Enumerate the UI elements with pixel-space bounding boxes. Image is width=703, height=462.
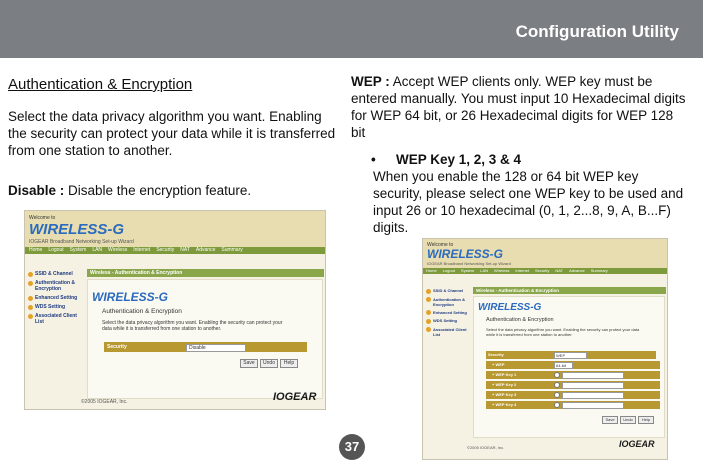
nav-advance[interactable]: Advance: [569, 268, 585, 273]
shot-copyright: ©2005 IOGEAR, Inc.: [81, 399, 128, 405]
bullet-icon: [426, 297, 431, 302]
iogear-logo: IOGEAR: [619, 439, 655, 449]
bullet-icon: [28, 281, 33, 286]
help-button[interactable]: Help: [638, 416, 654, 424]
nav-nat[interactable]: NAT: [555, 268, 564, 273]
sidebar-item-enhanced[interactable]: Enhanced Setting: [426, 310, 470, 316]
nav-security[interactable]: Security: [534, 268, 550, 273]
bullet-icon: [426, 319, 431, 324]
nav-home[interactable]: Home: [426, 268, 437, 273]
save-button[interactable]: Save: [240, 359, 258, 368]
wep-paragraph: [351, 73, 687, 141]
wep-key4-row: + WEP Key 4: [486, 401, 660, 409]
sidebar-item-wds[interactable]: WDS Setting: [426, 318, 470, 324]
inner-brand-logo: WIRELESS-G: [92, 290, 169, 304]
nav-lan[interactable]: LAN: [92, 247, 103, 253]
nav-summary[interactable]: Summary: [590, 268, 608, 273]
nav-home[interactable]: Home: [29, 247, 43, 253]
inner-title: Authentication & Encryption: [486, 317, 554, 323]
nav-logout[interactable]: Logout: [48, 247, 64, 253]
wep-key3-radio[interactable]: [554, 392, 560, 398]
shot-nav: [25, 247, 325, 254]
nav-internet[interactable]: Internet: [133, 247, 151, 253]
undo-button[interactable]: Undo: [620, 416, 636, 424]
intro-paragraph: Select the data privacy algorithm you want. Enabling the security can protect your data while it is transferred from one station to another.: [8, 109, 336, 158]
wep-key4-radio[interactable]: [554, 402, 560, 408]
wep-label: WEP :: [351, 74, 390, 89]
sidebar-item-ssid[interactable]: SSID & Channel: [426, 288, 470, 294]
screenshot-disable: [24, 210, 326, 410]
nav-summary[interactable]: Summary: [221, 247, 243, 253]
nav-lan[interactable]: LAN: [480, 268, 489, 273]
bullet-icon: [426, 289, 431, 294]
nav-system[interactable]: System: [69, 247, 87, 253]
shot-strip: Wireless - Authentication & Encryption: [87, 269, 324, 277]
bullet-marker: •: [371, 152, 376, 167]
bullet-icon: [28, 305, 33, 310]
shot-brand-logo: WIRELESS-G: [29, 221, 125, 238]
shot-copyright: ©2005 IOGEAR, Inc.: [467, 445, 505, 450]
shot-nav: [423, 268, 667, 274]
wep-key4-input[interactable]: [562, 402, 624, 409]
sidebar-item-auth[interactable]: Authentication & Encryption: [426, 297, 470, 307]
shot-tagline: IOGEAR Broadband Networking Set-up Wizard: [427, 261, 511, 266]
nav-wireless[interactable]: Wireless: [494, 268, 510, 273]
shot-welcome: Welcome to: [29, 215, 56, 221]
wep-key3-row: + WEP Key 3: [486, 391, 660, 399]
page-number: 37: [339, 434, 365, 460]
bullet-icon: [28, 272, 33, 277]
undo-button[interactable]: Undo: [260, 359, 278, 368]
section-title: Authentication & Encryption: [8, 76, 193, 93]
disable-text: Disable the encryption feature.: [64, 183, 252, 198]
nav-internet[interactable]: Internet: [515, 268, 529, 273]
header-bar: [0, 0, 703, 58]
inner-title: Authentication & Encryption: [102, 308, 182, 315]
sidebar-item-enhanced[interactable]: Enhanced Setting: [28, 295, 80, 301]
shot-tagline: IOGEAR Broadband Networking Set-up Wizard: [29, 239, 134, 245]
shot-sidebar: [28, 271, 80, 328]
bullet-icon: [426, 310, 431, 315]
wep-text: Accept WEP clients only. WEP key must be entered manually. You must input 10 Hexadecimal digits for WEP 64 bit, or 26 Hexadecimal digits for WEP 128 bit: [351, 74, 686, 140]
nav-wireless[interactable]: Wireless: [108, 247, 128, 253]
disable-label: Disable :: [8, 183, 65, 198]
wep-row: + WEP: [486, 361, 660, 369]
bullet-icon: [28, 314, 33, 319]
sidebar-item-clients[interactable]: Associated Client List: [426, 327, 470, 337]
nav-logout[interactable]: Logout: [442, 268, 455, 273]
wep-key2-input[interactable]: [562, 382, 624, 389]
wep-key2-row: + WEP Key 2: [486, 381, 660, 389]
bullet-text: When you enable the 128 or 64 bit WEP key security, please select one WEP key to be used and input 26 or 10 hexadecimal (0, 1, 2...8, 9, A, B...F) digits.: [373, 169, 684, 235]
sidebar-item-wds[interactable]: WDS Setting: [28, 304, 80, 310]
shot-content: [87, 279, 323, 399]
bullet-icon: [426, 327, 431, 332]
sidebar-item-clients[interactable]: Associated Client List: [28, 313, 80, 325]
nav-system[interactable]: System: [460, 268, 475, 273]
save-button[interactable]: Save: [602, 416, 618, 424]
bullet-icon: [28, 296, 33, 301]
inner-brand-logo: WIRELESS-G: [478, 302, 542, 313]
wep-key3-input[interactable]: [562, 392, 624, 399]
header-title: Configuration Utility: [515, 22, 679, 41]
shot-welcome: Welcome to: [427, 242, 454, 248]
disable-paragraph: [8, 182, 338, 199]
screenshot-wep: [422, 238, 668, 460]
inner-desc: Select the data privacy algorithm you want. Enabling the security can protect your data while it is transferred from one station to another.: [486, 327, 640, 337]
shot-sidebar: [426, 288, 470, 340]
nav-security[interactable]: Security: [156, 247, 175, 253]
wep-key1-row: + WEP Key 1: [486, 371, 660, 379]
iogear-logo: IOGEAR: [273, 391, 317, 403]
shot-content: [473, 296, 665, 438]
wep-key1-radio[interactable]: [554, 372, 560, 378]
sidebar-item-auth[interactable]: Authentication & Encryption: [28, 280, 80, 292]
inner-desc: Select the data privacy algorithm you want. Enabling the security can protect your data while it is transferred from one station to another.: [102, 320, 283, 332]
nav-advance[interactable]: Advance: [195, 247, 216, 253]
security-select[interactable]: WEP: [554, 352, 587, 359]
wep-key2-radio[interactable]: [554, 382, 560, 388]
nav-nat[interactable]: NAT: [180, 247, 190, 253]
sidebar-item-ssid[interactable]: SSID & Channel: [28, 271, 80, 277]
help-button[interactable]: Help: [280, 359, 298, 368]
security-select[interactable]: Disable: [186, 344, 246, 352]
shot-brand-logo: WIRELESS-G: [427, 247, 504, 261]
security-row: Security: [486, 351, 656, 359]
security-label: Security: [107, 344, 127, 350]
wep-key1-input[interactable]: [562, 372, 624, 379]
wep-bit-select[interactable]: 64-bit: [554, 362, 573, 369]
bullet-label: WEP Key 1, 2, 3 & 4: [396, 152, 522, 167]
shot-strip: Wireless - Authentication & Encryption: [473, 287, 666, 294]
